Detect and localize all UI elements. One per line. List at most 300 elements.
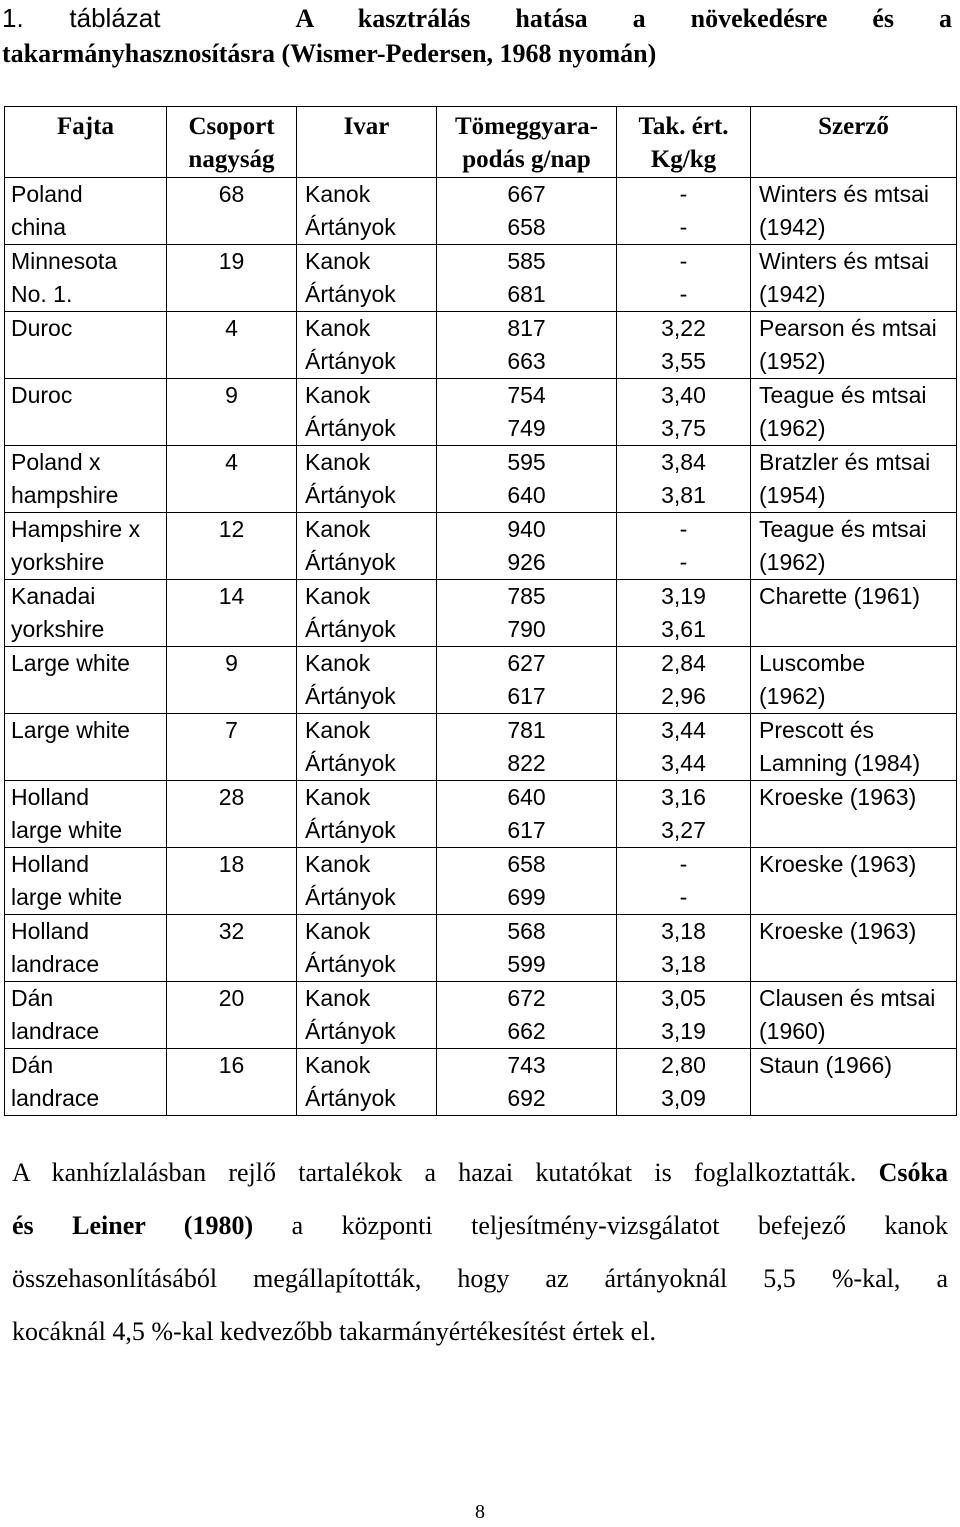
feed-conversion-cell xyxy=(617,446,751,513)
weight-gain-cell-text: 658 xyxy=(507,214,546,240)
sex-cell-text: Ártányok xyxy=(305,750,396,776)
breed-cell-text: Hampshire x xyxy=(11,516,141,542)
group-size-cell-lines xyxy=(173,245,290,278)
feed-conversion-cell-text: - xyxy=(679,851,688,877)
author-cell-text: Charette (1961) xyxy=(759,583,921,609)
breed-cell xyxy=(5,379,167,446)
author-cell-lines xyxy=(759,915,950,981)
table-row xyxy=(5,513,957,580)
sex-cell-text: Ártányok xyxy=(305,348,396,374)
breed-cell-text: Poland xyxy=(11,181,83,207)
header-text: Kg/kg xyxy=(650,146,717,173)
author-cell-lines xyxy=(759,848,950,914)
header-text: Tömeggyara- xyxy=(454,113,599,140)
feed-conversion-cell xyxy=(617,1049,751,1116)
weight-gain-cell xyxy=(437,312,617,379)
group-size-cell xyxy=(167,647,297,714)
table-row xyxy=(5,915,957,982)
weight-gain-cell-lines xyxy=(443,379,610,445)
header-text: Fajta xyxy=(57,113,114,140)
author-cell-lines xyxy=(759,446,950,512)
group-size-cell-lines xyxy=(173,178,290,211)
group-size-cell-lines xyxy=(173,513,290,546)
sex-cell-lines xyxy=(305,178,430,244)
group-size-cell-lines xyxy=(173,848,290,881)
sex-cell-text: Kanok xyxy=(305,985,371,1011)
author-cell xyxy=(751,714,957,781)
feed-conversion-cell xyxy=(617,178,751,245)
group-size-cell-text: 20 xyxy=(218,985,245,1011)
breed-cell-text xyxy=(11,747,160,780)
sex-cell-text: Ártányok xyxy=(305,884,396,910)
table-row xyxy=(5,714,957,781)
breed-cell xyxy=(5,513,167,580)
sex-cell-lines xyxy=(305,446,430,512)
weight-gain-cell-text: 663 xyxy=(507,348,546,374)
breed-cell xyxy=(5,245,167,312)
weight-gain-cell xyxy=(437,915,617,982)
breed-cell-text: yorkshire xyxy=(11,549,105,575)
sex-cell xyxy=(297,781,437,848)
group-size-cell xyxy=(167,580,297,647)
feed-conversion-cell-text: 3,44 xyxy=(661,717,706,743)
breed-cell-lines xyxy=(11,848,160,914)
sex-cell-text: Kanok xyxy=(305,248,371,274)
header-text: Ivar xyxy=(343,113,390,140)
weight-gain-cell-text: 699 xyxy=(507,884,546,910)
sex-cell xyxy=(297,848,437,915)
weight-gain-cell-lines xyxy=(443,446,610,512)
sex-cell xyxy=(297,446,437,513)
author-cell-text: Luscombe xyxy=(759,650,866,676)
weight-gain-cell-lines xyxy=(443,781,610,847)
sex-cell xyxy=(297,513,437,580)
group-size-cell-text: 16 xyxy=(218,1052,245,1078)
weight-gain-cell-text: 585 xyxy=(507,248,546,274)
group-size-cell-lines xyxy=(173,379,290,412)
breed-cell-text: Holland xyxy=(11,851,89,877)
weight-gain-cell-text: 754 xyxy=(507,382,546,408)
weight-gain-cell-text: 692 xyxy=(507,1085,546,1111)
author-cell-text: Winters és mtsai xyxy=(759,248,929,274)
author-cell-text xyxy=(759,613,950,646)
breed-cell-text: hampshire xyxy=(11,482,119,508)
header-group-size xyxy=(167,107,297,178)
feed-conversion-cell xyxy=(617,245,751,312)
breed-cell-lines xyxy=(11,245,160,311)
sex-cell-text: Kanok xyxy=(305,181,371,207)
sex-cell xyxy=(297,379,437,446)
sex-cell-lines xyxy=(305,580,430,646)
sex-cell xyxy=(297,580,437,647)
breed-cell-text: Holland xyxy=(11,918,89,944)
sex-cell-text: Ártányok xyxy=(305,1018,396,1044)
caption-line-1 xyxy=(2,0,952,36)
author-cell xyxy=(751,848,957,915)
author-cell-text: Teague és mtsai xyxy=(759,382,927,408)
feed-conversion-cell-text: 3,18 xyxy=(661,951,706,977)
author-cell-text: Pearson és mtsai xyxy=(759,315,937,341)
feed-conversion-cell-text: - xyxy=(679,214,688,240)
weight-gain-cell-lines xyxy=(443,580,610,646)
sex-cell-lines xyxy=(305,982,430,1048)
header-gain-lines xyxy=(443,111,610,177)
feed-conversion-cell xyxy=(617,513,751,580)
group-size-cell xyxy=(167,446,297,513)
weight-gain-cell-text: 817 xyxy=(507,315,546,341)
breed-cell xyxy=(5,178,167,245)
citation-author: Csóka xyxy=(878,1158,948,1187)
breed-cell xyxy=(5,982,167,1049)
author-cell-text xyxy=(759,814,950,847)
sex-cell xyxy=(297,714,437,781)
feed-conversion-cell-text: 2,96 xyxy=(661,683,706,709)
group-size-cell-lines xyxy=(173,982,290,1015)
feed-conversion-cell-text: 3,55 xyxy=(661,348,706,374)
breed-cell-text: Large white xyxy=(11,717,130,743)
breed-cell-text: Holland xyxy=(11,784,89,810)
weight-gain-cell-lines xyxy=(443,178,610,244)
sex-cell-lines xyxy=(305,245,430,311)
author-cell-text: (1962) xyxy=(759,549,826,575)
paragraph-line-4: kocáknál 4,5 %-kal kedvezőbb takarmányértékesítést értek el. xyxy=(12,1317,656,1346)
author-cell-text: (1962) xyxy=(759,415,826,441)
feed-conversion-cell-lines xyxy=(623,446,744,512)
header-text: nagyság xyxy=(188,146,275,173)
sex-cell-lines xyxy=(305,714,430,780)
feed-conversion-cell-text: 3,19 xyxy=(661,1018,706,1044)
breed-cell xyxy=(5,714,167,781)
author-cell xyxy=(751,245,957,312)
breed-cell-lines xyxy=(11,1049,160,1115)
feed-conversion-cell-lines xyxy=(623,178,744,244)
feed-conversion-cell-text: 2,80 xyxy=(661,1052,706,1078)
header-text: Tak. ért. xyxy=(638,113,729,140)
header-breed xyxy=(5,107,167,178)
breed-cell-text: landrace xyxy=(11,1085,100,1111)
breed-cell-lines xyxy=(11,312,160,378)
group-size-cell xyxy=(167,1049,297,1116)
feed-conversion-cell-text: - xyxy=(679,549,688,575)
weight-gain-cell-text: 617 xyxy=(507,683,546,709)
feed-conversion-cell-text: 3,44 xyxy=(661,750,706,776)
weight-gain-cell-text: 926 xyxy=(507,549,546,575)
weight-gain-cell xyxy=(437,781,617,848)
author-cell xyxy=(751,982,957,1049)
author-cell-text: Prescott és xyxy=(759,717,875,743)
author-cell-lines xyxy=(759,1049,950,1115)
feed-conversion-cell-text: - xyxy=(679,281,688,307)
feed-conversion-cell-text: - xyxy=(679,181,688,207)
group-size-cell-text: 4 xyxy=(225,449,238,475)
breed-cell-lines xyxy=(11,714,160,780)
group-size-cell-text: 9 xyxy=(225,382,238,408)
breed-cell-text: landrace xyxy=(11,1018,100,1044)
group-size-cell-lines xyxy=(173,781,290,814)
weight-gain-cell-text: 599 xyxy=(507,951,546,977)
breed-cell-lines xyxy=(11,781,160,847)
author-cell-text: Winters és mtsai xyxy=(759,181,929,207)
header-row xyxy=(5,107,957,178)
sex-cell-lines xyxy=(305,513,430,579)
sex-cell-lines xyxy=(305,379,430,445)
breed-cell xyxy=(5,848,167,915)
weight-gain-cell-lines xyxy=(443,1049,610,1115)
group-size-cell-lines xyxy=(173,312,290,345)
table-row xyxy=(5,580,957,647)
sex-cell-text: Ártányok xyxy=(305,1085,396,1111)
breed-cell-text: Dán xyxy=(11,1052,54,1078)
weight-gain-cell-text: 822 xyxy=(507,750,546,776)
breed-cell-text: landrace xyxy=(11,951,100,977)
group-size-cell-text: 4 xyxy=(225,315,238,341)
table-row xyxy=(5,178,957,245)
group-size-cell-lines xyxy=(173,915,290,948)
author-cell-text: Lamning (1984) xyxy=(759,750,921,776)
group-size-cell-text: 18 xyxy=(218,851,245,877)
feed-conversion-cell xyxy=(617,647,751,714)
breed-cell-text: Duroc xyxy=(11,382,73,408)
feed-conversion-cell-lines xyxy=(623,982,744,1048)
author-cell xyxy=(751,580,957,647)
header-weight-gain xyxy=(437,107,617,178)
author-cell xyxy=(751,647,957,714)
breed-cell xyxy=(5,1049,167,1116)
table-row xyxy=(5,1049,957,1116)
author-cell xyxy=(751,312,957,379)
sex-cell-text: Ártányok xyxy=(305,482,396,508)
sex-cell-lines xyxy=(305,915,430,981)
feed-conversion-cell-lines xyxy=(623,580,744,646)
paragraph-line-3: összehasonlításából megállapították, hogy az ártányoknál 5,5 %-kal, a xyxy=(12,1264,948,1293)
breed-cell xyxy=(5,312,167,379)
breed-cell-text: Poland x xyxy=(11,449,101,475)
group-size-cell xyxy=(167,714,297,781)
header-sex-lines xyxy=(303,111,430,144)
feed-conversion-cell-text: - xyxy=(679,516,688,542)
feed-conversion-cell-lines xyxy=(623,781,744,847)
feed-conversion-cell-lines xyxy=(623,848,744,914)
group-size-cell-text: 14 xyxy=(218,583,245,609)
table-body xyxy=(5,178,957,1116)
breed-cell xyxy=(5,781,167,848)
author-cell-lines xyxy=(759,982,950,1048)
feed-conversion-cell-text: - xyxy=(679,248,688,274)
sex-cell-lines xyxy=(305,1049,430,1115)
weight-gain-cell xyxy=(437,245,617,312)
group-size-cell-lines xyxy=(173,714,290,747)
table-row xyxy=(5,379,957,446)
breed-cell-lines xyxy=(11,178,160,244)
header-feed-lines xyxy=(623,111,744,177)
feed-conversion-cell-text: 3,40 xyxy=(661,382,706,408)
weight-gain-cell-text: 627 xyxy=(507,650,546,676)
sex-cell-text: Kanok xyxy=(305,382,371,408)
feed-conversion-cell-text: 3,19 xyxy=(661,583,706,609)
weight-gain-cell-text: 940 xyxy=(507,516,546,542)
group-size-cell xyxy=(167,379,297,446)
group-size-cell-text: 12 xyxy=(218,516,245,542)
sex-cell xyxy=(297,1049,437,1116)
weight-gain-cell-lines xyxy=(443,982,610,1048)
author-cell-text xyxy=(759,1082,950,1115)
author-cell-lines xyxy=(759,513,950,579)
feed-conversion-cell-lines xyxy=(623,513,744,579)
feed-conversion-cell-text: 3,75 xyxy=(661,415,706,441)
group-size-cell xyxy=(167,848,297,915)
feed-conversion-cell-text: 3,16 xyxy=(661,784,706,810)
weight-gain-cell-text: 785 xyxy=(507,583,546,609)
header-group-lines xyxy=(173,111,290,177)
breed-cell-text: large white xyxy=(11,817,123,843)
weight-gain-cell xyxy=(437,580,617,647)
sex-cell-text: Kanok xyxy=(305,1052,371,1078)
header-breed-lines xyxy=(11,111,160,144)
table-row xyxy=(5,446,957,513)
feed-conversion-cell-lines xyxy=(623,1049,744,1115)
feed-conversion-cell-lines xyxy=(623,915,744,981)
paragraph-line-1 xyxy=(12,1146,948,1199)
author-cell-text: (1952) xyxy=(759,348,826,374)
author-cell-lines xyxy=(759,647,950,713)
header-author xyxy=(751,107,957,178)
page-number: 8 xyxy=(475,1501,485,1523)
header-sex xyxy=(297,107,437,178)
weight-gain-cell-text: 640 xyxy=(507,482,546,508)
paragraph-text: a központi teljesítmény-vizsgálatot befejező kanok xyxy=(253,1211,949,1240)
sex-cell xyxy=(297,178,437,245)
header-text: podás g/nap xyxy=(462,146,591,173)
feed-conversion-cell-text: 3,81 xyxy=(661,482,706,508)
feed-conversion-cell-text: 3,22 xyxy=(661,315,706,341)
breed-cell-lines xyxy=(11,580,160,646)
group-size-cell-text: 9 xyxy=(225,650,238,676)
author-cell-text: Kroeske (1963) xyxy=(759,784,917,810)
group-size-cell-text: 68 xyxy=(218,181,245,207)
breed-cell-text: Minnesota xyxy=(11,248,118,274)
group-size-cell xyxy=(167,513,297,580)
breed-cell-lines xyxy=(11,915,160,981)
breed-cell-text xyxy=(11,680,160,713)
author-cell-lines xyxy=(759,580,950,646)
feed-conversion-cell xyxy=(617,848,751,915)
table-header xyxy=(5,107,957,178)
group-size-cell-lines xyxy=(173,647,290,680)
feed-conversion-cell-text: 3,61 xyxy=(661,616,706,642)
weight-gain-cell xyxy=(437,982,617,1049)
author-cell-lines xyxy=(759,312,950,378)
table-row xyxy=(5,647,957,714)
sex-cell-text: Kanok xyxy=(305,851,371,877)
castration-effect-table xyxy=(4,106,957,1116)
breed-cell-text: Kanadai xyxy=(11,583,96,609)
paragraph-text: A kanhízlalásban rejlő tartalékok a hazai kutatókat is foglalkoztatták. xyxy=(12,1158,879,1187)
breed-cell-text: yorkshire xyxy=(11,616,105,642)
sex-cell-lines xyxy=(305,848,430,914)
breed-cell-text: china xyxy=(11,214,66,240)
header-text: Szerző xyxy=(818,113,889,140)
breed-cell-lines xyxy=(11,379,160,445)
caption-number: 1. táblázat xyxy=(2,3,161,33)
author-cell-lines xyxy=(759,781,950,847)
weight-gain-cell-text: 749 xyxy=(507,415,546,441)
author-cell-text: Kroeske (1963) xyxy=(759,918,917,944)
feed-conversion-cell xyxy=(617,982,751,1049)
author-cell-text: Kroeske (1963) xyxy=(759,851,917,877)
feed-conversion-cell xyxy=(617,312,751,379)
sex-cell xyxy=(297,245,437,312)
sex-cell-text: Ártányok xyxy=(305,683,396,709)
group-size-cell xyxy=(167,245,297,312)
weight-gain-cell xyxy=(437,178,617,245)
weight-gain-cell-text: 640 xyxy=(507,784,546,810)
table-row xyxy=(5,781,957,848)
group-size-cell xyxy=(167,915,297,982)
feed-conversion-cell xyxy=(617,781,751,848)
breed-cell-text xyxy=(11,412,160,445)
author-cell xyxy=(751,1049,957,1116)
sex-cell-text: Kanok xyxy=(305,918,371,944)
weight-gain-cell xyxy=(437,1049,617,1116)
author-cell-text: Teague és mtsai xyxy=(759,516,927,542)
breed-cell-lines xyxy=(11,446,160,512)
caption-title-start: A kasztrálás hatása a növekedésre és a xyxy=(295,4,952,33)
sex-cell-text: Kanok xyxy=(305,449,371,475)
author-cell xyxy=(751,513,957,580)
weight-gain-cell-lines xyxy=(443,915,610,981)
author-cell-text: (1962) xyxy=(759,683,826,709)
sex-cell-text: Ártányok xyxy=(305,616,396,642)
breed-cell-text: Dán xyxy=(11,985,54,1011)
citation-author: és Leiner (1980) xyxy=(12,1211,254,1240)
author-cell-text: Bratzler és mtsai xyxy=(759,449,931,475)
author-cell-text: (1942) xyxy=(759,214,826,240)
group-size-cell-text: 7 xyxy=(225,717,238,743)
weight-gain-cell xyxy=(437,379,617,446)
weight-gain-cell-text: 662 xyxy=(507,1018,546,1044)
weight-gain-cell xyxy=(437,647,617,714)
weight-gain-cell-text: 617 xyxy=(507,817,546,843)
weight-gain-cell-text: 672 xyxy=(507,985,546,1011)
weight-gain-cell-lines xyxy=(443,714,610,780)
sex-cell-text: Kanok xyxy=(305,315,371,341)
author-cell-lines xyxy=(759,714,950,780)
sex-cell-lines xyxy=(305,647,430,713)
author-cell-text: (1942) xyxy=(759,281,826,307)
feed-conversion-cell-lines xyxy=(623,245,744,311)
table-row xyxy=(5,848,957,915)
feed-conversion-cell xyxy=(617,580,751,647)
sex-cell xyxy=(297,915,437,982)
group-size-cell-lines xyxy=(173,1049,290,1082)
author-cell-text: Staun (1966) xyxy=(759,1052,892,1078)
weight-gain-cell-lines xyxy=(443,245,610,311)
weight-gain-cell-text: 568 xyxy=(507,918,546,944)
feed-conversion-cell-lines xyxy=(623,312,744,378)
feed-conversion-cell-text: - xyxy=(679,884,688,910)
group-size-cell-lines xyxy=(173,580,290,613)
breed-cell-text xyxy=(11,345,160,378)
header-text: Csoport xyxy=(188,113,275,140)
breed-cell xyxy=(5,915,167,982)
author-cell-text xyxy=(759,881,950,914)
author-cell-text: Clausen és mtsai xyxy=(759,985,936,1011)
weight-gain-cell xyxy=(437,513,617,580)
feed-conversion-cell-lines xyxy=(623,379,744,445)
breed-cell-text: Duroc xyxy=(11,315,73,341)
group-size-cell xyxy=(167,178,297,245)
feed-conversion-cell-text: 3,09 xyxy=(661,1085,706,1111)
